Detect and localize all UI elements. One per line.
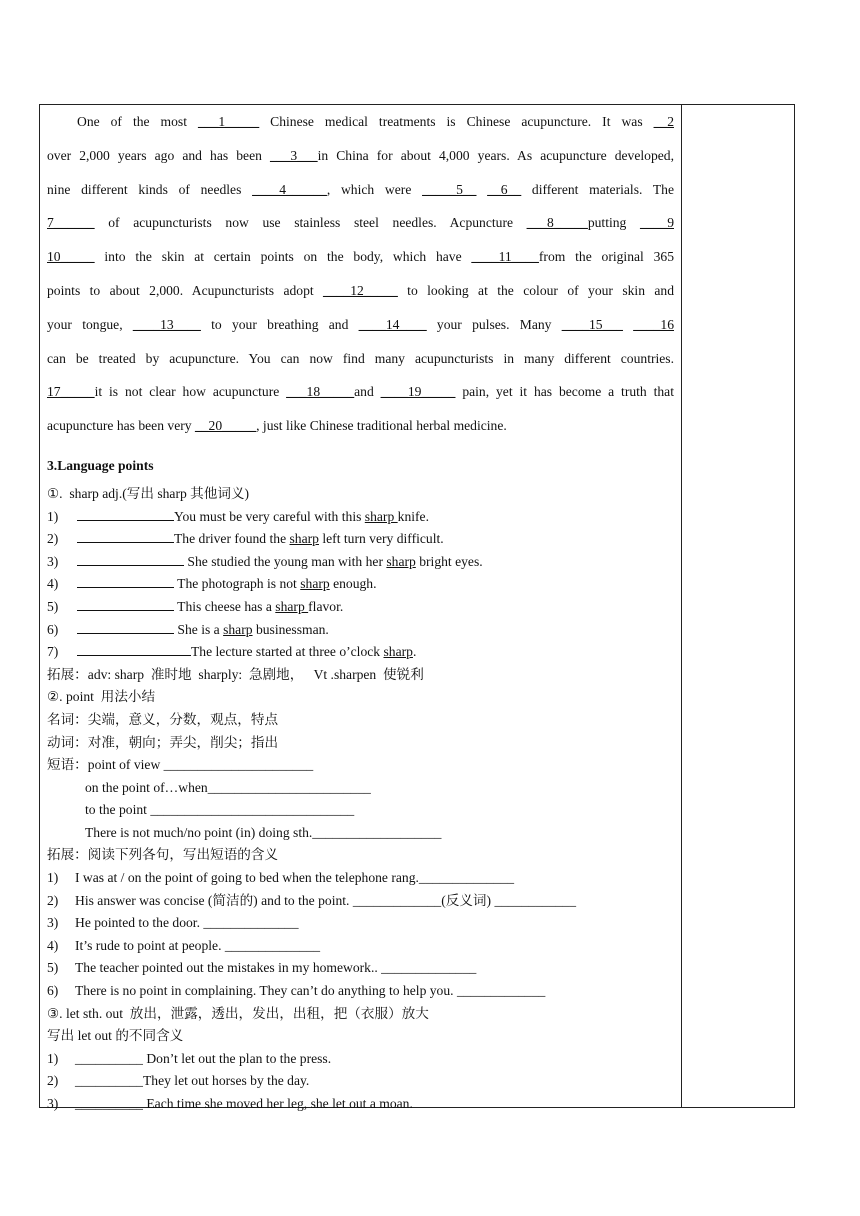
passage-text: over 2,000 years ago and has been bbox=[47, 147, 270, 163]
item-number: 4) bbox=[47, 937, 59, 953]
point-phrase: on the point of…when________________________ bbox=[85, 779, 371, 795]
passage-text: acupuncture has been very bbox=[47, 418, 195, 434]
answer-blank: ____14____ bbox=[358, 316, 427, 332]
passage-text: One of the most bbox=[77, 114, 198, 129]
item-number: 7) bbox=[47, 644, 59, 660]
sharp-exercise bbox=[47, 641, 674, 664]
answer-blank: ____16 bbox=[633, 316, 674, 332]
passage-text: putting bbox=[587, 215, 641, 231]
sharp-exercise bbox=[47, 619, 674, 642]
answer-blank: __6__ bbox=[487, 181, 522, 197]
answer-blank: ___1_____ bbox=[197, 114, 260, 129]
sentence-text: His answer was concise (简洁的) and to the point. _____________(反义词) ____________ bbox=[75, 892, 577, 908]
passage-text: nine different kinds of needles bbox=[47, 181, 253, 197]
passage-text: points to about 2,000. Acupuncturists adopt bbox=[47, 282, 324, 298]
answer-blank: ____12_____ bbox=[323, 282, 398, 298]
item-number: 3) bbox=[47, 1096, 59, 1111]
item-number: 3) bbox=[47, 915, 59, 931]
sharp-exercise bbox=[47, 506, 674, 529]
sentence-text: __________ Each time she moved her leg, she let out a moan. bbox=[75, 1096, 413, 1111]
point-exercise bbox=[47, 935, 674, 958]
letout-exercise-list bbox=[47, 1048, 674, 1116]
target-word: sharp bbox=[383, 644, 413, 660]
item-number: 6) bbox=[47, 983, 59, 999]
passage-line bbox=[47, 206, 674, 240]
letout-exercise bbox=[47, 1070, 674, 1093]
answer-blank: ____13____ bbox=[132, 316, 201, 332]
answer-blank: __20_____ bbox=[194, 418, 257, 434]
passage-text: , which were bbox=[326, 181, 423, 197]
item-number: 5) bbox=[47, 960, 59, 976]
letout-exercise bbox=[47, 1093, 674, 1116]
sentence-text: knife. bbox=[397, 508, 429, 524]
sentence-text: The driver found the bbox=[174, 531, 290, 547]
sentence-text: It’s rude to point at people. ______________ bbox=[75, 937, 321, 953]
point-exercise bbox=[47, 912, 674, 935]
point-exercise bbox=[47, 867, 674, 890]
answer-blank bbox=[77, 573, 174, 588]
answer-blank: __2 bbox=[653, 114, 674, 129]
passage-text bbox=[476, 182, 487, 197]
passage-text: pain, yet it has become a truth that bbox=[455, 384, 674, 400]
passage-line bbox=[47, 173, 674, 207]
worksheet-content bbox=[47, 104, 674, 1116]
passage-text: can be treated by acupuncture. You can now find many acupuncturists in many different countries. bbox=[47, 350, 674, 366]
sentence-text: The lecture started at three o’clock bbox=[191, 644, 384, 660]
item-number: 2) bbox=[47, 892, 59, 908]
sentence-text: The photograph is not bbox=[174, 576, 301, 592]
sentence-text: __________They let out horses by the day. bbox=[75, 1073, 310, 1089]
point-extension: 拓展：阅读下列各句，写出短语的含义 bbox=[47, 847, 279, 863]
passage-line bbox=[47, 375, 674, 409]
passage-text: it is not clear how acupuncture bbox=[94, 384, 287, 400]
answer-blank: 7______ bbox=[47, 215, 95, 231]
sentence-text: The teacher pointed out the mistakes in my homework.. ______________ bbox=[75, 960, 477, 976]
sharp-exercise-list bbox=[47, 506, 674, 664]
passage-text: , just like Chinese traditional herbal medicine. bbox=[256, 418, 507, 434]
passage-text: into the skin at certain points on the body, which have bbox=[94, 249, 472, 265]
target-word: sharp bbox=[300, 576, 330, 592]
answer-blank bbox=[77, 596, 174, 611]
answer-blank bbox=[77, 528, 174, 543]
sentence-text: He pointed to the door. ______________ bbox=[75, 915, 299, 931]
item-number: 1) bbox=[47, 508, 59, 524]
point-noun-meanings: 名词：尖端，意义，分数，观点，特点 bbox=[47, 711, 279, 727]
sentence-text: I was at / on the point of going to bed when the telephone rang.______________ bbox=[75, 870, 515, 886]
passage-line bbox=[47, 139, 674, 173]
passage-line bbox=[47, 342, 674, 376]
sharp-heading: ①. sharp adj.(写出 sharp 其他词义) bbox=[47, 485, 250, 501]
sharp-exercise bbox=[47, 596, 674, 619]
answer-blank: ___18_____ bbox=[286, 384, 355, 400]
table-column-divider bbox=[681, 104, 682, 1108]
point-phrase: to the point ______________________________ bbox=[85, 802, 355, 818]
item-number: 6) bbox=[47, 621, 59, 637]
item-number: 5) bbox=[47, 598, 59, 614]
passage-text: of acupuncturists now use stainless steel needles. Acpuncture bbox=[94, 215, 527, 231]
answer-blank: _____5__ bbox=[422, 181, 477, 197]
passage-line bbox=[47, 409, 674, 443]
sentence-text: enough. bbox=[329, 576, 377, 592]
answer-blank: ____15___ bbox=[561, 316, 623, 332]
sentence-text: __________ Don’t let out the plan to the press. bbox=[75, 1050, 332, 1066]
item-number: 1) bbox=[47, 1050, 59, 1066]
letout-subheading: 写出 let out 的不同含义 bbox=[47, 1028, 184, 1044]
target-word: sharp bbox=[386, 553, 416, 569]
passage-text bbox=[623, 317, 633, 332]
target-word: sharp bbox=[275, 598, 309, 614]
sentence-text: businessman. bbox=[252, 621, 329, 637]
passage-line bbox=[47, 308, 674, 342]
point-phrases-label: 短语：point of view ______________________ bbox=[47, 757, 314, 773]
answer-blank: ___8_____ bbox=[526, 215, 588, 231]
sentence-text: flavor. bbox=[308, 598, 344, 614]
point-verb-meanings: 动词：对准，朝向；弄尖，削尖；指出 bbox=[47, 734, 279, 750]
letout-heading: ③. let sth. out 放出，泄露，透出，发出，出租，把（衣服）放大 bbox=[47, 1005, 429, 1021]
answer-blank: 17_____ bbox=[47, 384, 95, 400]
answer-blank bbox=[77, 619, 174, 634]
answer-blank bbox=[77, 551, 184, 566]
passage-line bbox=[47, 274, 674, 308]
point-exercise bbox=[47, 890, 674, 913]
item-number: 2) bbox=[47, 531, 59, 547]
item-number: 2) bbox=[47, 1073, 59, 1089]
sentence-text: left turn very difficult. bbox=[318, 531, 444, 547]
section-title: 3.Language points bbox=[47, 457, 154, 473]
passage-text: and bbox=[354, 384, 381, 400]
sentence-text: You must be very careful with this bbox=[174, 508, 365, 524]
item-number: 1) bbox=[47, 870, 59, 886]
item-number: 4) bbox=[47, 576, 59, 592]
answer-blank bbox=[77, 641, 191, 656]
sentence-text: She studied the young man with her bbox=[184, 553, 387, 569]
point-exercise bbox=[47, 957, 674, 980]
target-word: sharp bbox=[223, 621, 253, 637]
passage-text: to your breathing and bbox=[200, 316, 359, 332]
sentence-text: There is no point in complaining. They can’t do anything to help you. _____________ bbox=[75, 983, 546, 999]
answer-blank bbox=[77, 506, 174, 521]
point-exercise-list bbox=[47, 867, 674, 1003]
sharp-exercise bbox=[47, 528, 674, 551]
sentence-text: bright eyes. bbox=[415, 553, 483, 569]
sharp-exercise bbox=[47, 573, 674, 596]
passage-text: your pulses. Many bbox=[426, 316, 562, 332]
answer-blank: ____11____ bbox=[471, 249, 539, 265]
answer-blank: ____4______ bbox=[252, 181, 327, 197]
point-heading: ②. point 用法小结 bbox=[47, 689, 156, 705]
sharp-exercise bbox=[47, 551, 674, 574]
passage-text: Chinese medical treatments is Chinese acupuncture. It was bbox=[259, 114, 654, 129]
passage-text: from the original 365 bbox=[538, 249, 674, 265]
answer-blank: ___3___ bbox=[270, 147, 318, 163]
sentence-text: She is a bbox=[174, 621, 224, 637]
point-phrase: There is not much/no point (in) doing sth.___________________ bbox=[85, 824, 442, 840]
target-word: sharp bbox=[289, 531, 319, 547]
sentence-text: . bbox=[412, 644, 417, 660]
passage-text: to looking at the colour of your skin and bbox=[397, 282, 674, 298]
point-exercise bbox=[47, 980, 674, 1003]
passage-line bbox=[47, 240, 674, 274]
passage-text: your tongue, bbox=[47, 316, 133, 332]
answer-blank: ____19_____ bbox=[380, 384, 456, 400]
sentence-text: This cheese has a bbox=[174, 598, 276, 614]
sharp-extension: 拓展：adv: sharp 准时地 sharply: 急剧地， Vt .sharpen 使锐利 bbox=[47, 666, 424, 682]
answer-blank: ____9 bbox=[640, 215, 674, 231]
passage-line bbox=[47, 105, 674, 139]
letout-exercise bbox=[47, 1048, 674, 1071]
passage-text: in China for about 4,000 years. As acupuncture developed, bbox=[317, 147, 674, 163]
passage-text: different materials. The bbox=[521, 181, 674, 197]
item-number: 3) bbox=[47, 553, 59, 569]
cloze-passage bbox=[47, 104, 674, 443]
answer-blank: 10_____ bbox=[47, 249, 95, 265]
target-word: sharp bbox=[364, 508, 398, 524]
